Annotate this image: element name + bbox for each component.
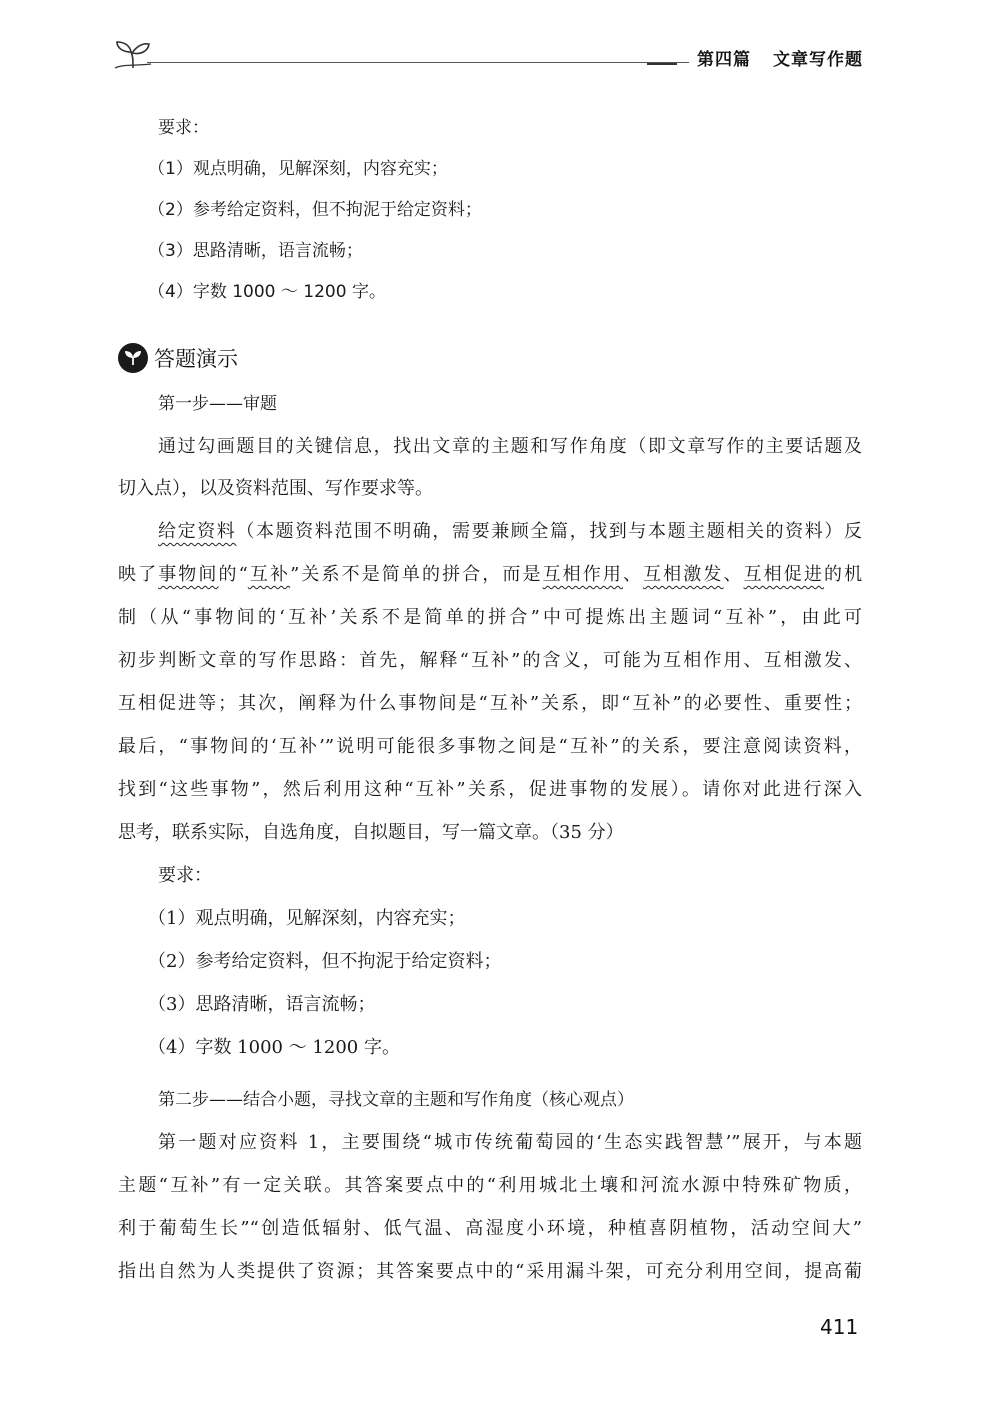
step1-para2-line4: 初步判断文章的写作思路：首先，解释“互补”的含义，可能为互相作用、互相激发、 (118, 650, 862, 671)
top-requirement-2: （2）参考给定资料，但不拘泥于给定资料； (148, 200, 482, 220)
step2-line4: 指出自然为人类提供了资源；其答案要点中的“采用漏斗架，可充分利用空间，提高葡 (118, 1261, 862, 1282)
sprout-icon (123, 348, 143, 368)
page-number: 411 (820, 1315, 859, 1339)
header-chapter: 文章写作题 (773, 50, 863, 70)
step2-title: 第二步——结合小题，寻找文章的主题和写作角度（核心观点） (158, 1090, 634, 1110)
sprout-icon (113, 38, 153, 72)
highlight-interaction: 互相作用 (542, 564, 623, 585)
step1-para1-line1: 通过勾画题目的关键信息，找出文章的主题和写作角度（即文章写作的主要话题及 (158, 436, 862, 457)
highlight-complement: 互补 (247, 564, 291, 585)
highlight-given-material: 给定资料 (158, 521, 237, 542)
step2-line1: 第一题对应资料 1，主要围绕“城市传统葡萄园的‘生态实践智慧’”展开，与本题 (158, 1132, 862, 1153)
highlight-between-things: 事物间 (158, 564, 219, 585)
step1-requirement-3: （3）思路清晰，语言流畅； (148, 994, 376, 1015)
step1-requirement-1: （1）观点明确，见解深刻，内容充实； (148, 908, 466, 929)
running-header (113, 38, 863, 78)
section-title: 答题演示 (154, 347, 238, 371)
step1-para2-line1: 给定资料（本题资料范围不明确，需要兼顾全篇，找到与本题主题相关的资料）反 (158, 521, 863, 542)
step2-line3: 利于葡萄生长”“创造低辐射、低气温、高湿度小环境，种植喜阴植物，活动空间大” (118, 1218, 862, 1239)
highlight-stimulation: 互相激发 (643, 564, 724, 585)
step2-line2: 主题“互补”有一定关联。其答案要点中的“利用城北土壤和河流水源中特殊矿物质， (118, 1175, 862, 1196)
sprout-badge-icon (118, 343, 148, 373)
step1-para2-line8: 思考，联系实际，自选角度，自拟题目，写一篇文章。（35 分） (118, 822, 624, 843)
step1-para2-line2: 映了事物间的“互补”关系不是简单的拼合，而是互相作用、互相激发、互相促进的机 (118, 564, 863, 585)
top-requirement-3: （3）思路清晰，语言流畅； (148, 241, 363, 261)
highlight-promotion: 互相促进 (743, 564, 824, 585)
step1-requirements-heading: 要求： (158, 865, 212, 886)
top-requirement-1: （1）观点明确，见解深刻，内容充实； (148, 159, 448, 179)
header-part: 第四篇 (697, 50, 751, 70)
step1-para2-line6: 最后，“事物间的‘互补’”说明可能很多事物之间是“互补”的关系，要注意阅读资料， (118, 736, 862, 757)
step1-requirement-2: （2）参考给定资料，但不拘泥于给定资料； (148, 951, 502, 972)
step1-para2-line3: 制（从“事物间的‘互补’关系不是简单的拼合”中可提炼出主题词“互补”，由此可 (118, 607, 862, 628)
header-rule (147, 62, 689, 63)
header-title (697, 45, 863, 70)
step1-requirement-4: （4）字数 1000 ～ 1200 字。 (148, 1037, 400, 1058)
section-heading (118, 341, 238, 375)
step1-para1-line2: 切入点），以及资料范围、写作要求等。 (118, 478, 433, 499)
top-requirement-4: （4）字数 1000 ～ 1200 字。 (148, 282, 386, 302)
step1-para2-line5: 互相促进等；其次，阐释为什么事物间是“互补”关系，即“互补”的必要性、重要性； (118, 693, 862, 714)
header-rule-accent (647, 63, 677, 65)
top-requirements-heading: 要求： (158, 118, 209, 138)
step1-para2-line7: 找到“这些事物”，然后利用这种“互补”关系，促进事物的发展）。请你对此进行深入 (118, 779, 862, 800)
step1-title: 第一步——审题 (158, 394, 277, 414)
